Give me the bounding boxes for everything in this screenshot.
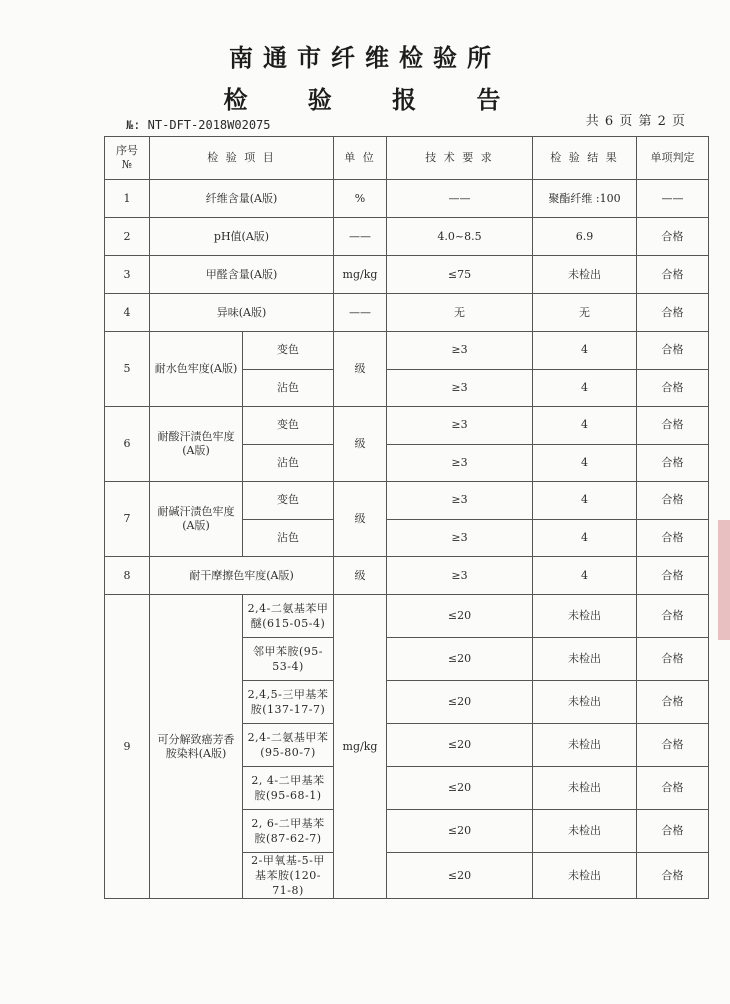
row-verdict: 合格 xyxy=(637,294,709,332)
stamp-mark xyxy=(718,520,730,640)
row-result: 未检出 xyxy=(533,724,637,767)
col-header-result: 检 验 结 果 xyxy=(533,137,637,180)
row-subitem: 沾色 xyxy=(243,369,334,407)
page-count: 共 6 页 第 2 页 xyxy=(585,114,686,129)
col-header-req: 技 术 要 求 xyxy=(387,137,533,180)
row-result: 4 xyxy=(533,332,637,370)
row-item: 甲醛含量(A版) xyxy=(150,256,334,294)
row-unit: 级 xyxy=(334,407,387,482)
row-verdict: 合格 xyxy=(637,557,709,595)
row-number: 3 xyxy=(105,256,150,294)
row-unit: % xyxy=(334,180,387,218)
row-subitem: 变色 xyxy=(243,332,334,370)
row-item: pH值(A版) xyxy=(150,218,334,256)
row-subitem: 变色 xyxy=(243,407,334,445)
row-subitem: 变色 xyxy=(243,482,334,520)
row-requirement: ≤20 xyxy=(387,724,533,767)
row-result: 4 xyxy=(533,482,637,520)
row-item: 耐碱汗渍色牢度 (A版) xyxy=(150,482,243,557)
row-result: 未检出 xyxy=(533,853,637,899)
row-requirement: ≤20 xyxy=(387,853,533,899)
row-subitem: 2-甲氧基-5-甲 基苯胺(120- 71-8) xyxy=(243,853,334,899)
row-requirement: ≥3 xyxy=(387,519,533,557)
row-unit: —— xyxy=(334,218,387,256)
row-item: 耐酸汗渍色牢度 (A版) xyxy=(150,407,243,482)
table-row xyxy=(105,595,709,638)
report-number: №: NT-DFT-2018W02075 xyxy=(126,118,271,132)
row-verdict: —— xyxy=(637,180,709,218)
row-requirement: ≤20 xyxy=(387,767,533,810)
row-requirement: ≥3 xyxy=(387,407,533,445)
row-verdict: 合格 xyxy=(637,595,709,638)
row-requirement: ≤20 xyxy=(387,638,533,681)
row-item: 异味(A版) xyxy=(150,294,334,332)
row-requirement: ≥3 xyxy=(387,557,533,595)
row-requirement: ≥3 xyxy=(387,482,533,520)
table-row xyxy=(105,407,709,445)
row-subitem: 2, 6-二甲基苯 胺(87-62-7) xyxy=(243,810,334,853)
row-unit: mg/kg xyxy=(334,256,387,294)
table-row xyxy=(105,180,709,218)
row-result: 未检出 xyxy=(533,595,637,638)
row-item: 耐干摩擦色牢度(A版) xyxy=(150,557,334,595)
row-verdict: 合格 xyxy=(637,332,709,370)
row-requirement: —— xyxy=(387,180,533,218)
row-item: 耐水色牢度(A版) xyxy=(150,332,243,407)
row-verdict: 合格 xyxy=(637,681,709,724)
row-verdict: 合格 xyxy=(637,519,709,557)
row-requirement: 4.0~8.5 xyxy=(387,218,533,256)
row-verdict: 合格 xyxy=(637,369,709,407)
table-row xyxy=(105,557,709,595)
col-header-item: 检 验 项 目 xyxy=(150,137,334,180)
row-subitem: 邻甲苯胺(95- 53-4) xyxy=(243,638,334,681)
row-subitem: 2,4,5-三甲基苯 胺(137-17-7) xyxy=(243,681,334,724)
row-verdict: 合格 xyxy=(637,407,709,445)
row-unit: —— xyxy=(334,294,387,332)
row-result: 聚酯纤维 :100 xyxy=(533,180,637,218)
report-title: 检 验 报 告 xyxy=(223,85,527,114)
row-item: 纤维含量(A版) xyxy=(150,180,334,218)
table-row xyxy=(105,332,709,370)
row-verdict: 合格 xyxy=(637,218,709,256)
row-verdict: 合格 xyxy=(637,482,709,520)
row-requirement: ≤20 xyxy=(387,595,533,638)
row-subitem: 2,4-二氨基苯甲 醚(615-05-4) xyxy=(243,595,334,638)
row-result: 4 xyxy=(533,407,637,445)
row-subitem: 沾色 xyxy=(243,444,334,482)
row-number: 8 xyxy=(105,557,150,595)
row-requirement: 无 xyxy=(387,294,533,332)
col-header-unit: 单 位 xyxy=(334,137,387,180)
row-result: 4 xyxy=(533,369,637,407)
row-requirement: ≥3 xyxy=(387,332,533,370)
institute-title: 南通市纤维检验所 xyxy=(229,43,501,72)
row-result: 4 xyxy=(533,444,637,482)
row-verdict: 合格 xyxy=(637,767,709,810)
row-verdict: 合格 xyxy=(637,724,709,767)
row-verdict: 合格 xyxy=(637,444,709,482)
row-requirement: ≥3 xyxy=(387,444,533,482)
row-result: 无 xyxy=(533,294,637,332)
row-subitem: 沾色 xyxy=(243,519,334,557)
row-result: 未检出 xyxy=(533,256,637,294)
header-row xyxy=(105,137,709,180)
col-header-verdict: 单项判定 xyxy=(637,137,709,180)
row-item: 可分解致癌芳香 胺染料(A版) xyxy=(150,595,243,899)
row-result: 4 xyxy=(533,557,637,595)
row-number: 2 xyxy=(105,218,150,256)
row-verdict: 合格 xyxy=(637,638,709,681)
table-row xyxy=(105,294,709,332)
row-requirement: ≤20 xyxy=(387,681,533,724)
row-verdict: 合格 xyxy=(637,256,709,294)
row-number: 9 xyxy=(105,595,150,899)
row-number: 1 xyxy=(105,180,150,218)
col-header-no: 序号 № xyxy=(105,137,150,180)
row-subitem: 2,4-二氨基甲苯 (95-80-7) xyxy=(243,724,334,767)
row-requirement: ≤20 xyxy=(387,810,533,853)
table-row xyxy=(105,482,709,520)
row-unit: 级 xyxy=(334,557,387,595)
row-number: 4 xyxy=(105,294,150,332)
row-unit: 级 xyxy=(334,482,387,557)
table-row xyxy=(105,218,709,256)
row-result: 未检出 xyxy=(533,638,637,681)
row-verdict: 合格 xyxy=(637,853,709,899)
row-result: 6.9 xyxy=(533,218,637,256)
row-result: 未检出 xyxy=(533,767,637,810)
row-number: 5 xyxy=(105,332,150,407)
row-verdict: 合格 xyxy=(637,810,709,853)
row-subitem: 2, 4-二甲基苯 胺(95-68-1) xyxy=(243,767,334,810)
row-requirement: ≥3 xyxy=(387,369,533,407)
row-unit: 级 xyxy=(334,332,387,407)
row-requirement: ≤75 xyxy=(387,256,533,294)
table-row xyxy=(105,256,709,294)
row-unit: mg/kg xyxy=(334,595,387,899)
row-result: 未检出 xyxy=(533,681,637,724)
row-number: 6 xyxy=(105,407,150,482)
row-result: 4 xyxy=(533,519,637,557)
inspection-table xyxy=(104,136,709,899)
row-result: 未检出 xyxy=(533,810,637,853)
row-number: 7 xyxy=(105,482,150,557)
